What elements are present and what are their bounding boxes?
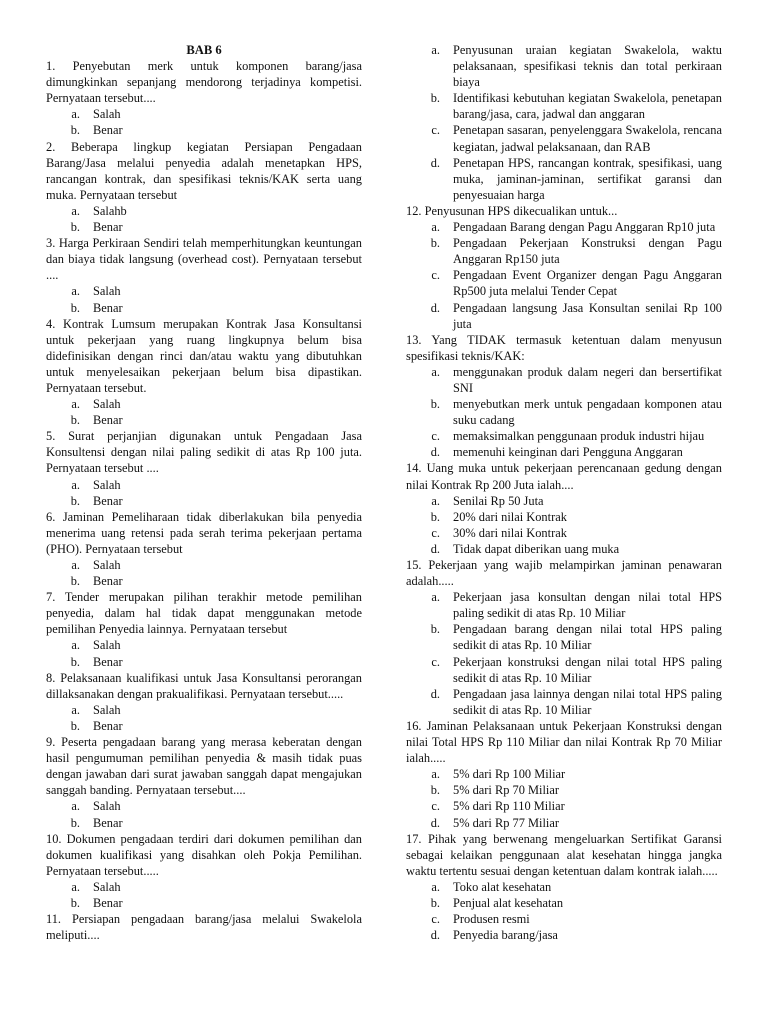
option-text: 5% dari Rp 70 Miliar — [453, 783, 559, 798]
option-text: Salah — [93, 397, 121, 412]
answer-option — [46, 106, 362, 122]
option-letter: b. — [70, 220, 80, 235]
answer-option — [46, 477, 362, 493]
option-letter: c. — [431, 799, 440, 814]
option-letter: a. — [71, 638, 80, 653]
answer-option — [46, 122, 362, 138]
question-block — [46, 139, 362, 236]
option-letter: a. — [431, 493, 440, 508]
right-column — [406, 42, 722, 943]
answer-option — [406, 686, 722, 718]
right-question-list — [406, 42, 722, 943]
answer-option — [406, 428, 722, 444]
answer-option — [46, 573, 362, 589]
answer-option — [406, 621, 722, 653]
option-letter: b. — [70, 574, 80, 589]
option-text: menyebutkan merk untuk pengadaan komponen atau suku cadang — [453, 397, 722, 428]
option-text: Salah — [93, 477, 121, 492]
answer-option — [46, 300, 362, 316]
answer-option — [406, 911, 722, 927]
question-text: 14. Uang muka untuk pekerjaan perencanaan gedung dengan nilai Kontrak Rp 200 Juta ialah.... — [406, 461, 722, 492]
option-text: Benar — [93, 493, 123, 508]
option-letter: d. — [430, 445, 440, 460]
option-letter: a. — [71, 799, 80, 814]
option-text: Benar — [93, 654, 123, 669]
question-text: 3. Harga Perkiraan Sendiri telah memperhitungkan keuntungan dan biaya tidak langsung (overhead cost). Pernyataan tersebut .... — [46, 236, 362, 283]
option-letter: a. — [431, 879, 440, 894]
option-letter: a. — [71, 397, 80, 412]
answer-option — [406, 525, 722, 541]
page-title: BAB 6 — [186, 43, 222, 57]
answer-option — [406, 589, 722, 621]
question-text: 12. Penyusunan HPS dikecualikan untuk... — [406, 203, 618, 218]
option-letter: a. — [431, 364, 440, 379]
question-block — [46, 58, 362, 138]
answer-option — [46, 895, 362, 911]
left-column — [46, 42, 362, 943]
answer-option — [406, 509, 722, 525]
question-text: 4. Kontrak Lumsum merupakan Kontrak Jasa Konsultansi untuk pekerjaan yang ruang lingkupnya belum bisa didefinisikan dengan rinci dan/atau waktu yang dibutuhkan untuk menyelesaikan pekerjaan belum bisa dipastikan. Pernyataan tersebut. — [46, 316, 362, 395]
option-text: Salah — [93, 879, 121, 894]
answer-option — [406, 267, 722, 299]
option-text: Pekerjaan konstruksi dengan nilai total HPS paling sedikit di atas Rp. 10 Miliar — [453, 654, 722, 685]
question-text: 6. Jaminan Pemeliharaan tidak diberlakukan bila penyedia menerima uang retensi pada serah terima pekerjaan pertama (PHO). Pernyataan tersebut — [46, 509, 362, 556]
option-text: 5% dari Rp 77 Miliar — [453, 815, 559, 830]
answer-option — [406, 815, 722, 831]
answer-option — [406, 396, 722, 428]
question-text: 2. Beberapa lingkup kegiatan Persiapan Pengadaan Barang/Jasa melalui penyedia adalah menetapkan HPS, rancangan kontrak, dan spesifikasi teknis/KAK serta uang muka. Pernyataan tersebut — [46, 139, 362, 202]
option-letter: d. — [430, 928, 440, 943]
answer-option — [406, 541, 722, 557]
question-text: 7. Tender merupakan pilihan terakhir metode pemilihan penyedia, dalam hal tidak dapat menggunakan metode pemilihan Penyedia lainnya. Pernyataan tersebut — [46, 590, 362, 637]
option-text: memenuhi keinginan dari Pengguna Anggaran — [453, 445, 683, 460]
option-text: Penyedia barang/jasa — [453, 928, 558, 943]
option-text: Penjual alat kesehatan — [453, 895, 564, 910]
option-text: Identifikasi kebutuhan kegiatan Swakelola, penetapan barang/jasa, cara, jadwal dan anggaran — [453, 91, 722, 122]
option-letter: a. — [71, 558, 80, 572]
question-block — [46, 911, 362, 943]
option-text: Salah — [93, 558, 121, 572]
answer-option — [46, 493, 362, 509]
question-block — [46, 428, 362, 508]
option-letter: c. — [431, 525, 440, 540]
answer-option — [46, 637, 362, 653]
question-text: 11. Persiapan pengadaan barang/jasa melalui Swakelola meliputi.... — [46, 912, 362, 943]
answer-option — [406, 493, 722, 509]
option-letter: b. — [70, 654, 80, 669]
option-text: Salahb — [93, 203, 127, 218]
option-text: Benar — [93, 815, 123, 830]
option-letter: b. — [70, 815, 80, 830]
option-letter: a. — [71, 203, 80, 218]
option-text: Pengadaan jasa lainnya dengan nilai total HPS paling sedikit di atas Rp. 10 Miliar — [453, 686, 722, 717]
question-block — [46, 734, 362, 831]
option-letter: b. — [430, 509, 440, 524]
option-letter: b. — [70, 300, 80, 315]
option-text: Salah — [93, 702, 121, 717]
answer-option — [46, 396, 362, 412]
answer-option — [406, 219, 722, 235]
option-letter: b. — [430, 622, 440, 637]
option-letter: d. — [430, 300, 440, 315]
option-letter: b. — [70, 413, 80, 428]
option-letter: d. — [430, 686, 440, 701]
option-text: Tidak dapat diberikan uang muka — [453, 541, 620, 556]
option-text: Benar — [93, 123, 123, 138]
option-letter: d. — [430, 815, 440, 830]
answer-options — [46, 396, 362, 428]
question-block — [406, 332, 722, 461]
option-text: Toko alat kesehatan — [453, 879, 552, 894]
question-text: 1. Penyebutan merk untuk komponen barang/jasa dimungkinkan sepanjang mendorong terjadinya kompetisi. Pernyataan tersebut.... — [46, 59, 362, 106]
question-block — [46, 670, 362, 734]
answer-option — [46, 879, 362, 895]
option-letter: d. — [430, 541, 440, 556]
option-text: memaksimalkan penggunaan produk industri hijau — [453, 429, 705, 444]
option-text: Penyusunan uraian kegiatan Swakelola, waktu pelaksanaan, spesifikasi teknis dan total perkiraan biaya — [453, 43, 722, 90]
question-text: 5. Surat perjanjian digunakan untuk Pengadaan Jasa Konsultensi dengan nilai paling sedikit di atas Rp 100 juta. Pernyataan tersebut .... — [46, 429, 362, 476]
option-text: 20% dari nilai Kontrak — [453, 509, 567, 524]
option-text: Produsen resmi — [453, 912, 530, 927]
answer-option — [406, 364, 722, 396]
answer-option — [406, 90, 722, 122]
option-text: Benar — [93, 413, 123, 428]
option-text: Salah — [93, 107, 121, 122]
question-block — [406, 42, 722, 203]
option-letter: a. — [71, 284, 80, 299]
option-letter: d. — [430, 155, 440, 170]
answer-options — [406, 879, 722, 943]
question-text: 10. Dokumen pengadaan terdiri dari dokumen pemilihan dan dokumen kualifikasi yang disahkan oleh Pokja Pemilihan. Pernyataan tersebut..... — [46, 831, 362, 878]
answer-option — [46, 557, 362, 573]
answer-option — [406, 782, 722, 798]
question-block — [46, 589, 362, 669]
option-text: Benar — [93, 895, 123, 910]
answer-option — [406, 122, 722, 154]
answer-options — [46, 702, 362, 734]
option-letter: b. — [70, 895, 80, 910]
option-letter: a. — [431, 590, 440, 605]
question-block — [46, 316, 362, 429]
option-letter: b. — [430, 397, 440, 412]
answer-option — [406, 155, 722, 203]
option-text: Salah — [93, 638, 121, 653]
option-letter: c. — [431, 912, 440, 927]
answer-options — [46, 283, 362, 315]
question-block — [46, 509, 362, 589]
answer-options — [46, 557, 362, 589]
answer-option — [406, 42, 722, 90]
answer-options — [406, 42, 722, 203]
question-block — [406, 831, 722, 944]
option-letter: c. — [431, 654, 440, 669]
option-letter: c. — [431, 429, 440, 444]
left-question-list — [46, 58, 362, 943]
question-text: 17. Pihak yang berwenang mengeluarkan Sertifikat Garansi sebagai kelaikan penggunaan alat kesehatan hingga jangka waktu tertentu sesuai dengan ketentuan dalam kontrak ialah..... — [406, 831, 722, 878]
option-text: Pekerjaan jasa konsultan dengan nilai total HPS paling sedikit di atas Rp. 10 Miliar — [453, 590, 722, 621]
option-letter: c. — [431, 268, 440, 283]
option-text: Pengadaan Event Organizer dengan Pagu Anggaran Rp500 juta melalui Tender Cepat — [453, 268, 722, 299]
question-block — [406, 718, 722, 831]
answer-options — [46, 798, 362, 830]
question-block — [46, 831, 362, 911]
option-text: Salah — [93, 284, 121, 299]
option-text: Benar — [93, 574, 123, 589]
question-block — [406, 460, 722, 557]
answer-options — [46, 203, 362, 235]
option-text: menggunakan produk dalam negeri dan bersertifikat SNI — [453, 364, 722, 395]
option-letter: a. — [431, 220, 440, 235]
answer-option — [46, 412, 362, 428]
option-letter: b. — [70, 493, 80, 508]
question-text: 15. Pekerjaan yang wajib melampirkan jaminan penawaran adalah..... — [406, 558, 722, 589]
option-letter: a. — [71, 107, 80, 122]
answer-options — [406, 766, 722, 830]
question-text: 8. Pelaksanaan kualifikasi untuk Jasa Konsultansi perorangan dillaksanakan dengan prakualifikasi. Pernyataan tersebut..... — [46, 670, 362, 701]
option-text: Benar — [93, 300, 123, 315]
answer-options — [46, 106, 362, 138]
answer-options — [406, 493, 722, 557]
answer-option — [406, 300, 722, 332]
option-letter: b. — [70, 718, 80, 733]
option-letter: a. — [431, 43, 440, 57]
option-letter: b. — [70, 123, 80, 138]
answer-option — [406, 895, 722, 911]
option-letter: b. — [430, 783, 440, 798]
answer-option — [46, 718, 362, 734]
option-text: Pengadaan barang dengan nilai total HPS paling sedikit di atas Rp. 10 Miliar — [453, 622, 722, 653]
answer-options — [406, 219, 722, 332]
option-letter: a. — [71, 702, 80, 717]
answer-option — [46, 654, 362, 670]
option-text: Pengadaan Pekerjaan Konstruksi dengan Pagu Anggaran Rp150 juta — [453, 236, 722, 267]
option-text: Benar — [93, 220, 123, 235]
answer-option — [46, 702, 362, 718]
answer-option — [46, 203, 362, 219]
option-letter: a. — [71, 879, 80, 894]
answer-option — [406, 879, 722, 895]
option-text: Benar — [93, 718, 123, 733]
answer-option — [406, 444, 722, 460]
option-text: 5% dari Rp 100 Miliar — [453, 767, 566, 782]
answer-options — [406, 364, 722, 461]
option-letter: b. — [430, 895, 440, 910]
option-text: 5% dari Rp 110 Miliar — [453, 799, 565, 814]
question-text: 9. Peserta pengadaan barang yang merasa keberatan dengan hasil pengumuman pemilihan penyedia & masih tidak puas dengan jawaban dari surat jawaban sanggah dapat mengajukan sanggah banding. Pernyataan tersebut.... — [46, 735, 362, 798]
answer-option — [406, 654, 722, 686]
answer-option — [406, 766, 722, 782]
answer-option — [46, 798, 362, 814]
question-block — [406, 557, 722, 718]
answer-options — [46, 477, 362, 509]
answer-options — [46, 879, 362, 911]
option-text: Penetapan HPS, rancangan kontrak, spesifikasi, uang muka, jaminan-jaminan, sertifikat garansi dan penyesuaian harga — [453, 155, 722, 202]
option-text: Salah — [93, 799, 121, 814]
question-block — [406, 203, 722, 332]
option-text: Penetapan sasaran, penyelenggara Swakelola, rencana kegiatan, jadwal pelaksanaan, dan RAB — [453, 123, 722, 154]
answer-option — [46, 219, 362, 235]
answer-options — [46, 637, 362, 669]
option-letter: a. — [431, 767, 440, 782]
option-text: Pengadaan langsung Jasa Konsultan senilai Rp 100 juta — [453, 300, 722, 331]
option-text: 30% dari nilai Kontrak — [453, 525, 567, 540]
answer-option — [406, 927, 722, 943]
question-text: 16. Jaminan Pelaksanaan untuk Pekerjaan Konstruksi dengan nilai Total HPS Rp 110 Miliar dan nilai Kontrak Rp 70 Miliar ialah..... — [406, 718, 722, 766]
answer-option — [406, 798, 722, 814]
option-letter: a. — [71, 477, 80, 492]
answer-option — [46, 815, 362, 831]
option-letter: b. — [430, 91, 440, 106]
question-block — [46, 235, 362, 315]
option-text: Senilai Rp 50 Juta — [453, 493, 544, 508]
answer-options — [406, 589, 722, 718]
option-text: Pengadaan Barang dengan Pagu Anggaran Rp10 juta — [453, 220, 716, 235]
option-letter: b. — [430, 236, 440, 251]
question-text: 13. Yang TIDAK termasuk ketentuan dalam menyusun spesifikasi teknis/KAK: — [406, 332, 722, 363]
option-letter: c. — [431, 123, 440, 138]
answer-option — [46, 283, 362, 299]
answer-option — [406, 235, 722, 267]
